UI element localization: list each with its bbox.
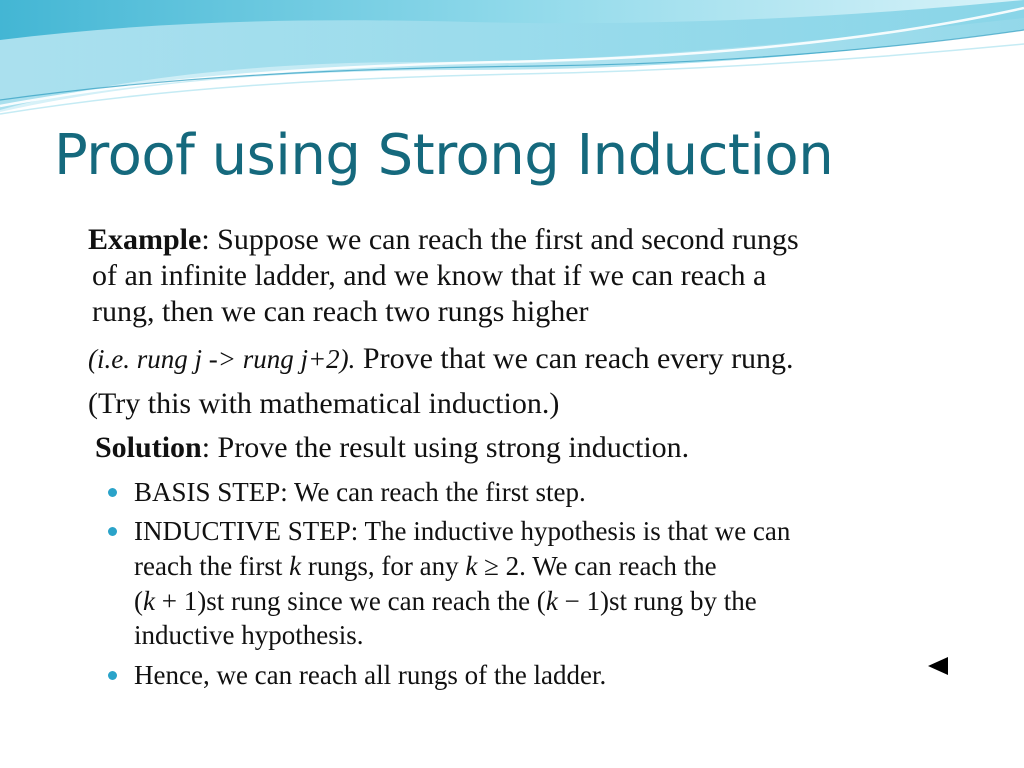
example-line-2: of an infinite ladder, and we know that if we can reach a bbox=[92, 259, 767, 292]
back-arrow-icon[interactable] bbox=[928, 657, 948, 675]
header-wave-decoration bbox=[0, 0, 1024, 130]
inductive-text-2a: reach the first bbox=[134, 551, 290, 581]
hence-line: Hence, we can reach all rungs of the ladder. bbox=[134, 660, 607, 690]
inductive-text-3c: − 1)st rung by the bbox=[557, 586, 757, 616]
example-line-1 bbox=[88, 225, 799, 255]
inductive-line-2 bbox=[134, 553, 717, 580]
example-italic-note: (i.e. rung j -> rung j+2). bbox=[88, 344, 356, 374]
inductive-line-4: inductive hypothesis. bbox=[134, 620, 364, 650]
inductive-line-1: INDUCTIVE STEP: The inductive hypothesis is that we can bbox=[134, 516, 791, 546]
inductive-text-2b: rungs, for any bbox=[301, 551, 466, 581]
example-text-4: Prove that we can reach every rung. bbox=[355, 342, 794, 375]
example-line-4 bbox=[88, 344, 794, 374]
inductive-line-3 bbox=[134, 588, 757, 615]
example-line-3: rung, then we can reach two rungs higher bbox=[92, 295, 589, 328]
inductive-text-3a: ( bbox=[134, 586, 143, 616]
solution-text: : Prove the result using strong induction. bbox=[201, 431, 690, 464]
solution-line bbox=[95, 433, 689, 463]
solution-label: Solution bbox=[95, 431, 202, 464]
inductive-text-2c: ≥ 2. We can reach the bbox=[477, 551, 717, 581]
example-label: Example bbox=[88, 223, 202, 256]
bullet-dot-icon bbox=[108, 527, 117, 536]
bullet-dot-icon bbox=[108, 671, 117, 680]
slide-title: Proof using Strong Induction bbox=[54, 123, 834, 188]
math-k: k bbox=[465, 551, 478, 581]
example-text-1: : Suppose we can reach the first and second rungs bbox=[201, 223, 799, 256]
math-k: k bbox=[289, 551, 302, 581]
math-k: k bbox=[143, 586, 155, 616]
example-line-5: (Try this with mathematical induction.) bbox=[88, 387, 560, 420]
basis-step: BASIS STEP: We can reach the first step. bbox=[134, 477, 586, 507]
math-k: k bbox=[545, 586, 558, 616]
bullet-dot-icon bbox=[108, 488, 117, 497]
inductive-text-3b: + 1)st rung since we can reach the ( bbox=[154, 586, 546, 616]
